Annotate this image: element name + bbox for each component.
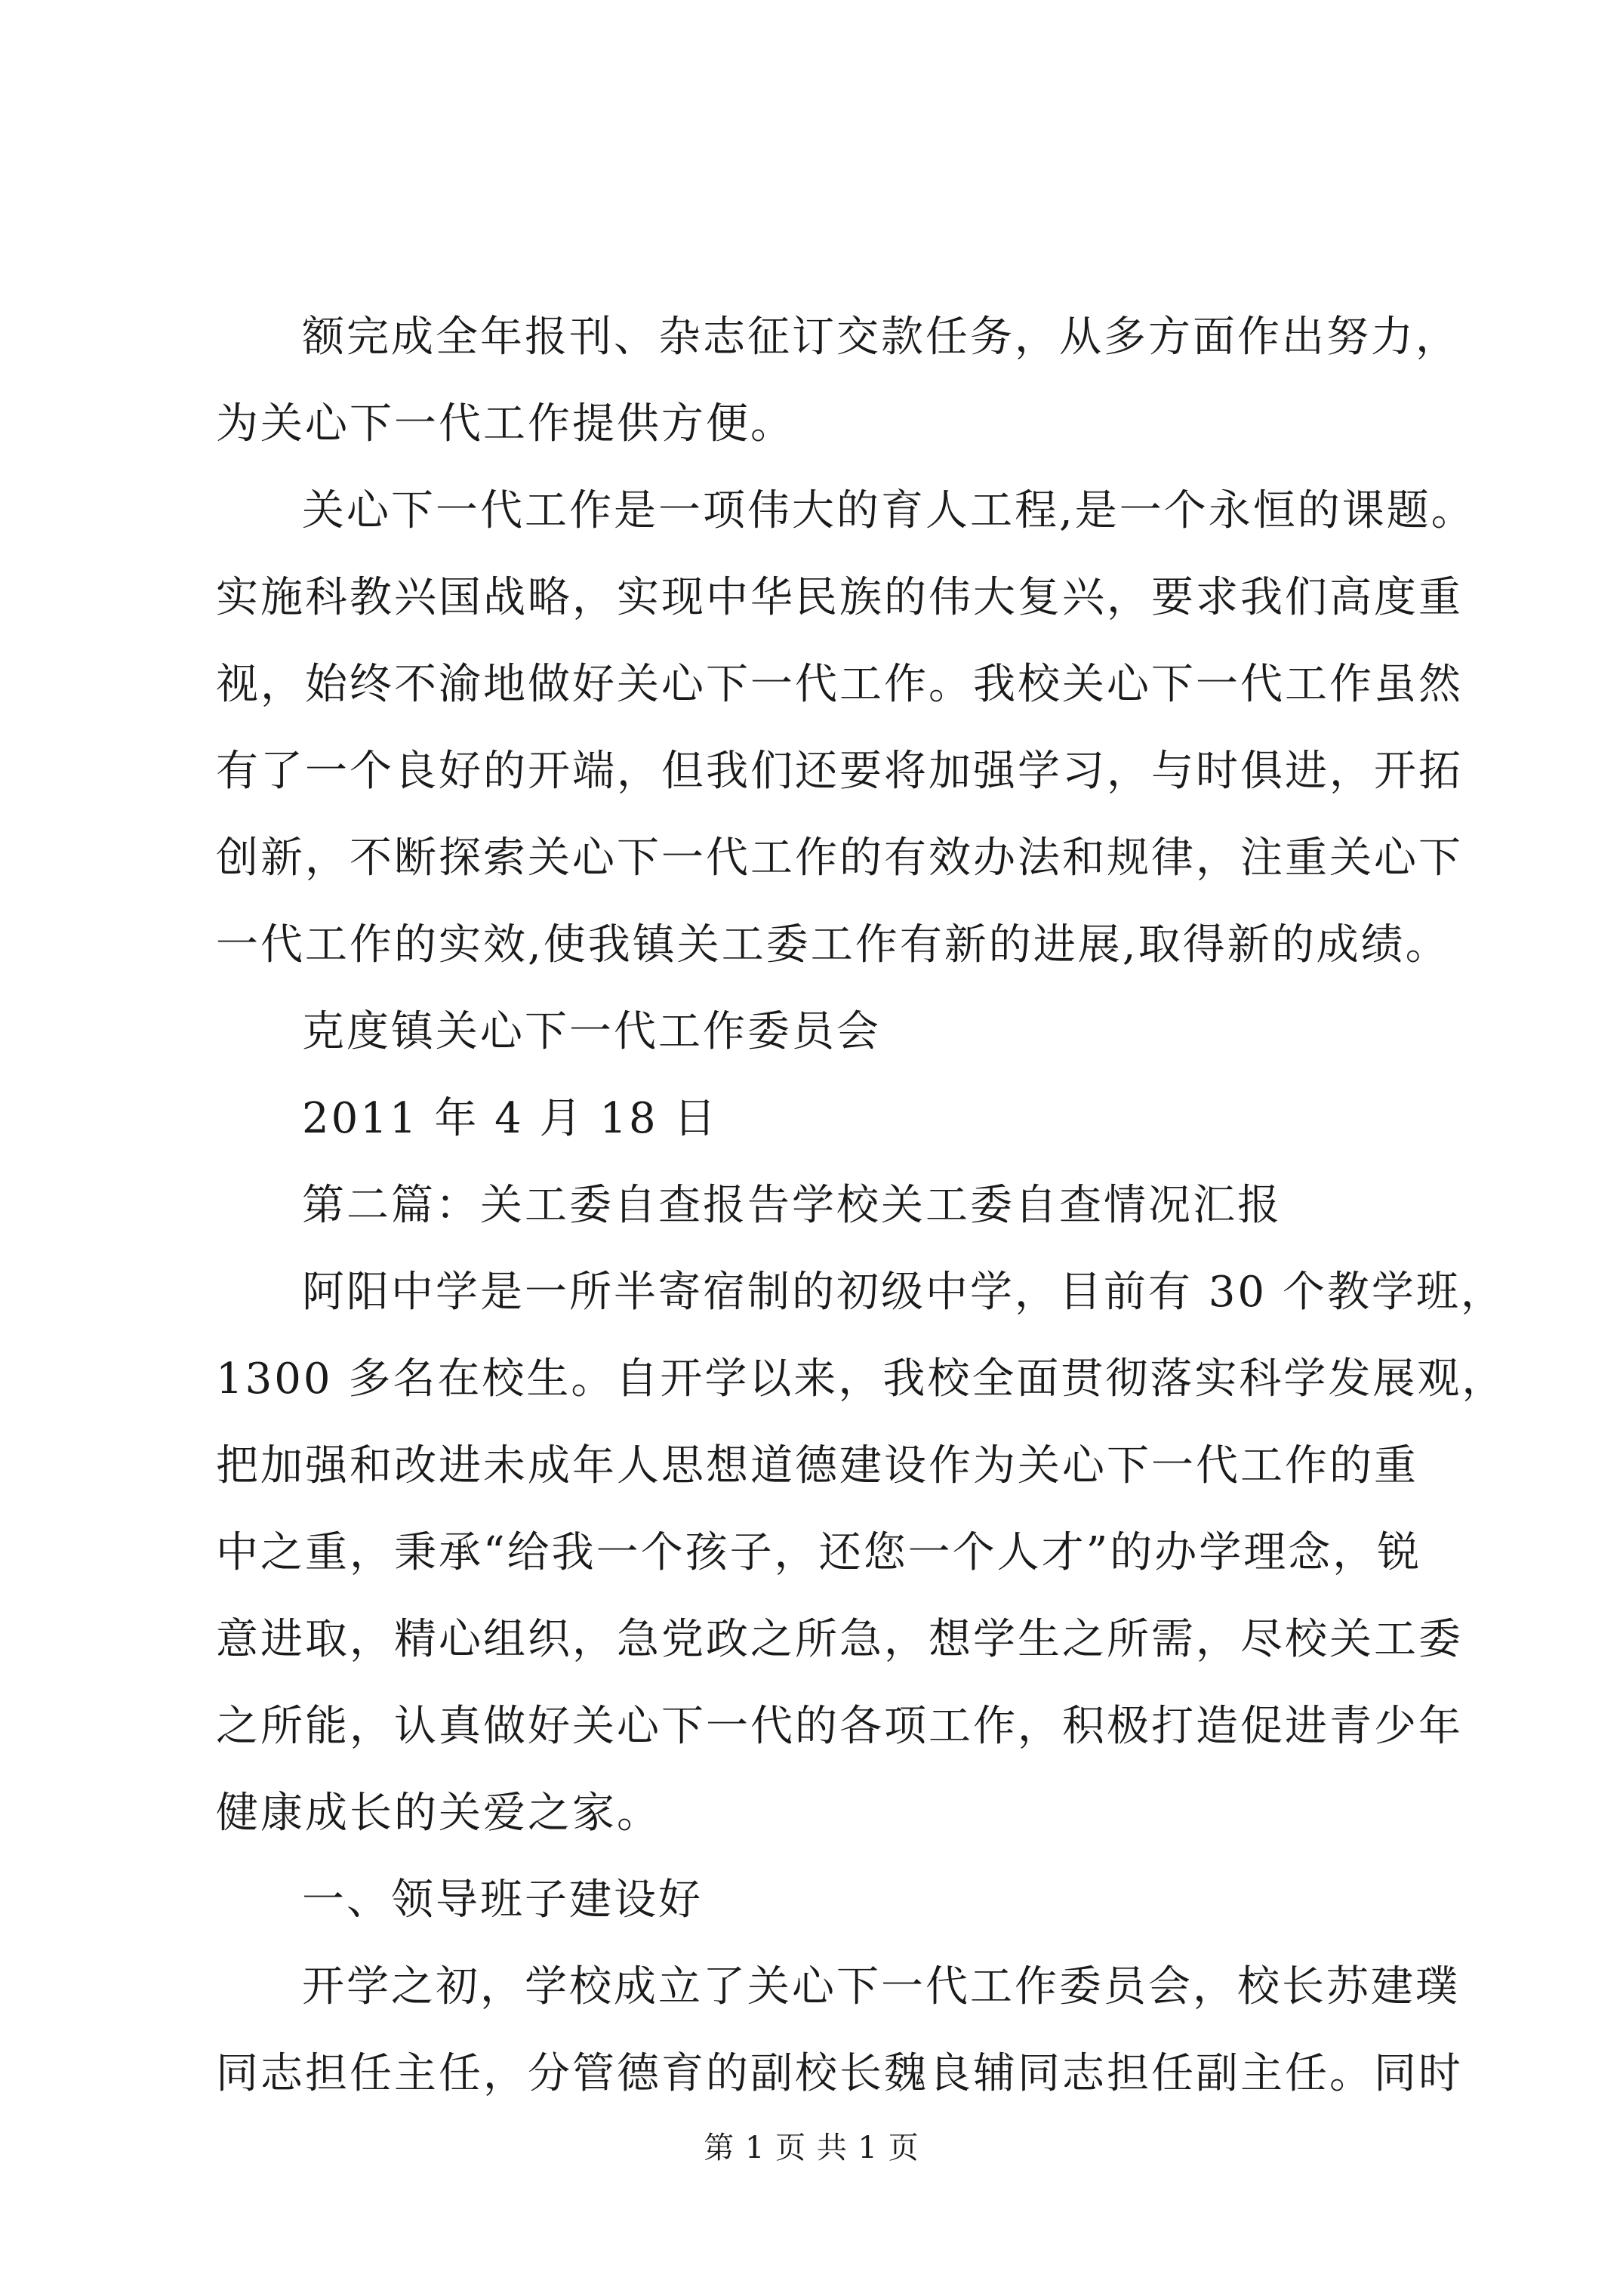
section-title: 第二篇：关工委自查报告学校关工委自查情况汇报 (302, 1181, 1282, 1230)
paragraph-line: 创新，不断探索关心下一代工作的有效办法和规律，注重关心下 (216, 834, 1463, 883)
paragraph-line: 把加强和改进未成年人思想道德建设作为关心下一代工作的重 (216, 1441, 1418, 1490)
signature-date: 2011 年 4 月 18 日 (302, 1094, 719, 1143)
paragraph-line: 意进取，精心组织，急党政之所急，想学生之所需，尽校关工委 (216, 1615, 1463, 1664)
paragraph-line: 之所能，认真做好关心下一代的各项工作，积极打造促进青少年 (216, 1702, 1463, 1751)
paragraph-line: 有了一个良好的开端，但我们还要将加强学习，与时俱进，开拓 (216, 747, 1463, 796)
signature-organization: 克度镇关心下一代工作委员会 (302, 1007, 881, 1056)
paragraph-line: 中之重，秉承“给我一个孩子，还您一个人才”的办学理念，锐 (216, 1528, 1422, 1577)
paragraph-line: 关心下一代工作是一项伟大的育人工程,是一个永恒的课题。 (302, 486, 1476, 535)
paragraph-line: 1300 多名在校生。自开学以来，我校全面贯彻落实科学发展观， (216, 1354, 1507, 1404)
page-footer: 第 1 页 共 1 页 (704, 2131, 919, 2165)
paragraph-line: 开学之初，学校成立了关心下一代工作委员会，校长苏建璞 (302, 1962, 1460, 2011)
paragraph-line: 实施科教兴国战略，实现中华民族的伟大复兴，要求我们高度重 (216, 573, 1463, 622)
paragraph-line: 健康成长的关爱之家。 (216, 1789, 661, 1838)
paragraph-line: 视，始终不渝地做好关心下一代工作。我校关心下一代工作虽然 (216, 660, 1463, 709)
paragraph-line: 一代工作的实效,使我镇关工委工作有新的进展,取得新的成绩。 (216, 920, 1450, 969)
paragraph-line: 阿阳中学是一所半寄宿制的初级中学，目前有 30 个教学班， (302, 1268, 1505, 1317)
paragraph-line: 额完成全年报刊、杂志征订交款任务，从多方面作出努力， (302, 313, 1460, 362)
paragraph-line: 同志担任主任，分管德育的副校长魏良辅同志担任副主任。同时 (216, 2049, 1463, 2098)
section-heading: 一、领导班子建设好 (302, 1875, 703, 1925)
paragraph-line: 为关心下一代工作提供方便。 (216, 399, 795, 448)
